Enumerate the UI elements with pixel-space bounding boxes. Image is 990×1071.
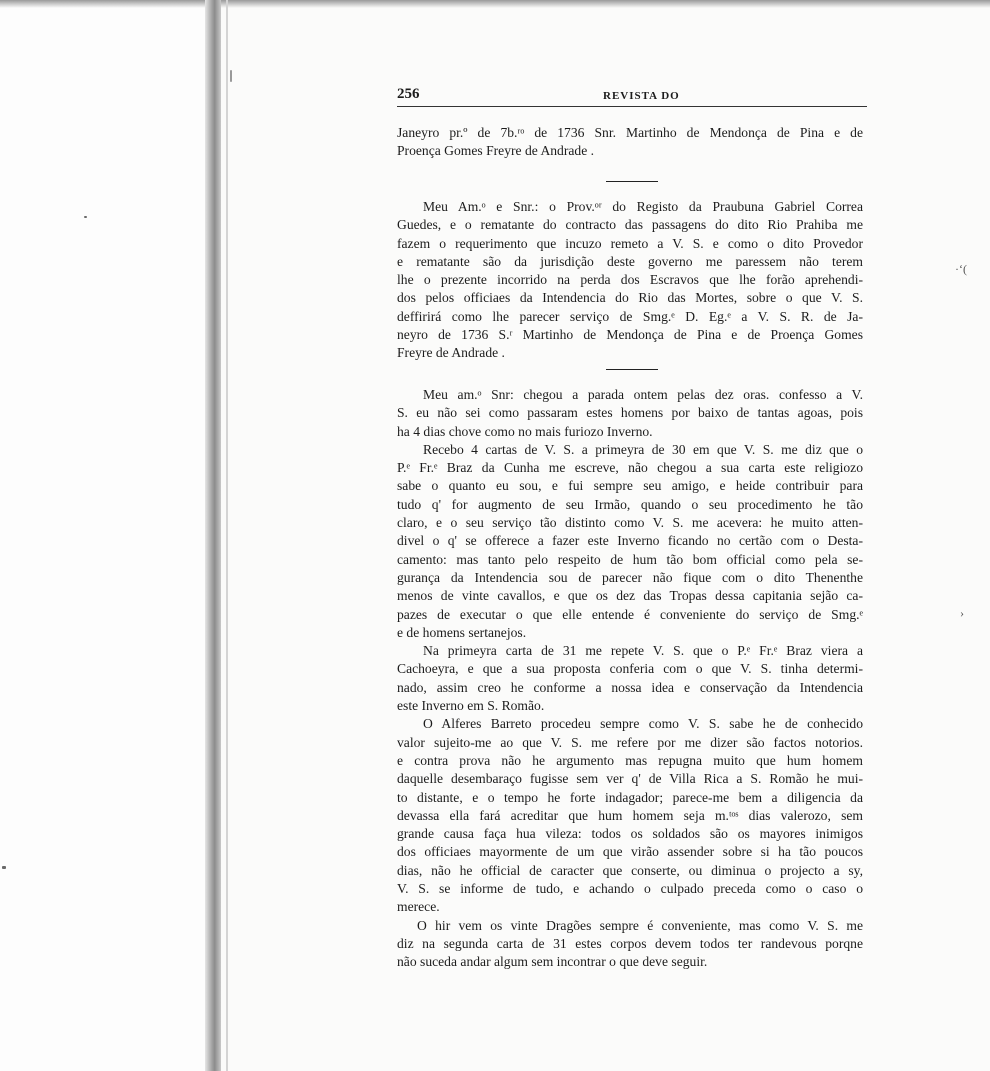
text-line: sabe o quanto eu sou, e fui sempre seu amigo, e heide contribuir para xyxy=(397,478,863,494)
running-title: REVISTA DO xyxy=(603,90,680,102)
text-line: Guedes, e o rematante do contracto das passagens do dito Rio Prahiba me xyxy=(397,217,863,233)
text-line: camento: mas tanto pelo respeito de hum tão bom official como pela se- xyxy=(397,551,863,567)
text-line: e de homens sertanejos. xyxy=(397,624,527,640)
text-line: este Inverno em S. Romão. xyxy=(397,698,545,714)
text-line: Proença Gomes Freyre de Andrade . xyxy=(397,143,595,159)
scan-top-shadow xyxy=(0,0,990,8)
text-line: O hir vem os vinte Dragões sempre é conveniente, mas como V. S. me xyxy=(417,917,863,933)
text-line: Janeyro pr.º de 7b.ʳᵒ de 1736 Snr. Martinho de Mendonça de Pina e de xyxy=(397,125,863,140)
text-line: devassa ella fará acreditar que hum homem seja m.ᵗᵒˢ dias valerozo, sem xyxy=(397,807,863,823)
page-header xyxy=(397,84,867,106)
text-line: fazem o requerimento que incuzo remeto a V. S. e como o dito Provedor xyxy=(397,235,863,251)
scan-speck xyxy=(2,866,6,869)
text-line: P.ᵉ Fr.ᵉ Braz da Cunha me escreve, não chegou a sua carta este religiozo xyxy=(397,460,863,476)
text-line: deffirirá como lhe parecer serviço de Smg.ᵉ D. Eg.ᵉ a V. S. R. de Ja- xyxy=(397,308,863,324)
book-gutter xyxy=(205,0,221,1071)
facing-page-edge xyxy=(0,0,205,1071)
text-line: Cachoeyra, e que a sua proposta conferia com o que V. S. tinha determi- xyxy=(397,661,863,677)
text-line: dias, não he official de caracter que conserte, ou diminua o projecto a sy, xyxy=(397,862,863,878)
text-line: Freyre de Andrade . xyxy=(397,345,505,361)
text-line: neyro de 1736 S.ʳ Martinho de Mendonça de Pina e de Proença Gomes xyxy=(397,327,863,343)
text-line: V. S. se informe de tudo, e achando o culpado preceda como o caso o xyxy=(397,881,863,897)
text-line: valor sujeito-me ao que V. S. me refere por me dizer são factos notorios. xyxy=(397,734,863,750)
page-number: 256 xyxy=(397,86,420,102)
text-line: e contra prova não he argumento mas repugna muito que hum homem xyxy=(397,752,863,768)
section-separator xyxy=(606,369,658,370)
text-line: S. eu não sei como passaram estes homens por baixo de tantas agoas, pois xyxy=(397,405,863,421)
text-line: daquelle desembaraço fugisse sem ver q' de Villa Rica a S. Romão he mui- xyxy=(397,771,863,787)
text-line: menos de vinte cavallos, e que os dez das Tropas dessa capitania sejão ca- xyxy=(397,588,863,604)
text-line: e rematante são da jurisdição deste governo me paressem não terem xyxy=(397,253,863,269)
text-line: Recebo 4 cartas de V. S. a primeyra de 30 em que V. S. me diz que o xyxy=(423,441,863,457)
text-line: claro, e o seu serviço tão distinto como V. S. me acevera: he muito atten- xyxy=(397,515,863,531)
text-line: Meu Am.ᵒ e Snr.: o Prov.ᵒʳ do Registo da Praubuna Gabriel Correa xyxy=(423,199,863,214)
text-line: pazes de executar o que elle entende é conveniente do serviço de Smg.ᵉ xyxy=(397,606,863,622)
text-line: dos pelos officiaes da Intendencia do Rio das Mortes, sobre o que V. S. xyxy=(397,290,863,306)
text-line: lhe o prezente incorrido na perda dos Escravos que lhe forão aprehendi- xyxy=(397,272,863,288)
scan-speck xyxy=(230,70,232,82)
text-line: Na primeyra carta de 31 me repete V. S. que o P.ᵉ Fr.ᵉ Braz viera a xyxy=(423,643,863,659)
header-rule xyxy=(397,106,867,107)
text-line: divel o q' se offerece a fazer este Inverno ficando no certão com o Desta- xyxy=(397,533,863,549)
text-line: to distante, e o tempo he forte indagador; parece-me bem a diligencia da xyxy=(397,789,863,805)
scan-speck xyxy=(84,216,87,218)
margin-mark: › xyxy=(960,606,964,620)
section-separator xyxy=(606,181,658,182)
text-line: O Alferes Barreto procedeu sempre como V. S. sabe he de conhecido xyxy=(423,716,863,732)
text-line: diz na segunda carta de 31 estes corpos devem todos ter randevous porqne xyxy=(397,935,863,951)
margin-mark: ·ʻ( xyxy=(955,262,967,276)
text-line: tudo q' for augmento de seu Irmão, quando o seu procedimento he tão xyxy=(397,496,863,512)
text-line: dos officiaes mayormente de um que virão assender sobre si ha tão poucos xyxy=(397,844,863,860)
text-line: merece. xyxy=(397,899,440,915)
text-line: grande causa faça hua vileza: todos os soldados são os mayores inimigos xyxy=(397,826,863,842)
letter-provedor xyxy=(397,198,863,363)
text-line: nado, assim creo he conforme a nossa idea e conservação da Intendencia xyxy=(397,679,863,695)
gutter-edge xyxy=(226,0,228,1071)
letter-ending xyxy=(397,124,863,161)
text-line: ha 4 dias chove como no mais furiozo Inverno. xyxy=(397,423,653,439)
text-line: não suceda andar algum sem incontrar o que deve seguir. xyxy=(397,954,708,970)
text-line: gurança da Intendencia sou de parecer não fique com o dito Thenenthe xyxy=(397,569,863,585)
letter-parada xyxy=(397,386,863,972)
text-line: Meu am.ᵒ Snr: chegou a parada ontem pelas dez oras. confesso a V. xyxy=(423,387,863,402)
